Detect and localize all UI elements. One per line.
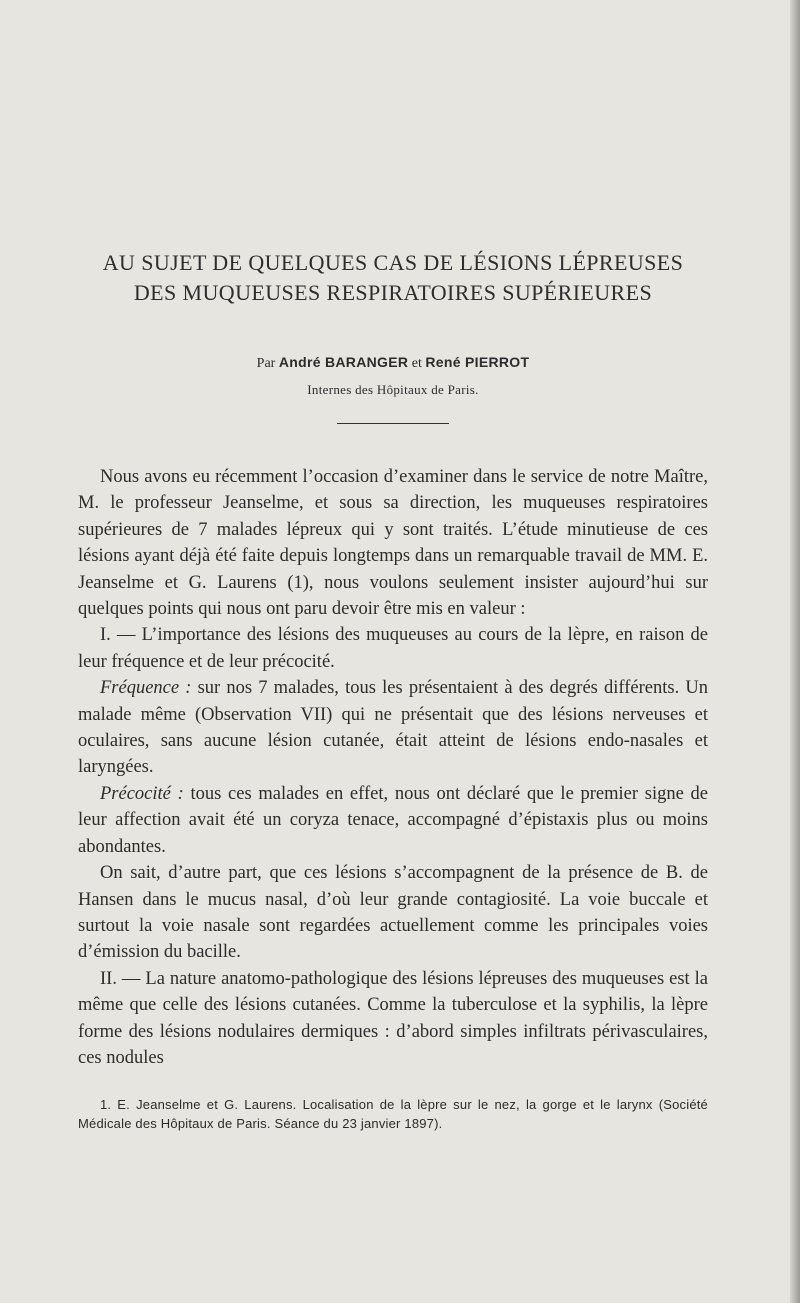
paragraph-frequence [78,675,708,781]
precocite-label: Précocité : [100,783,184,804]
page-edge-shadow [790,0,800,1303]
author-1: André BARANGER [278,354,409,370]
author-2: René PIERROT [425,354,530,370]
article-page [78,248,708,1133]
byline-conjunction: et [411,356,422,371]
title-line-1: AU SUJET DE QUELQUES CAS DE LÉSIONS LÉPREUSES [102,250,684,275]
byline [78,354,708,372]
frequence-label: Fréquence : [100,678,192,699]
article-body [78,464,708,1071]
title-divider [337,423,449,424]
paragraph-point-2: II. — La nature anatomo-pathologique des lésions lépreuses des muqueuses est la même que celle des lésions cutanées. Comme la tuberculose et la syphilis, la lèpre forme des lésions nodulaires dermiques : d’abord simples infiltrats périvasculaires, ces nodules [78,968,708,1068]
footnote: 1. E. Jeanselme et G. Laurens. Localisation de la lèpre sur le nez, la gorge et le larynx (Société Médicale des Hôpitaux de Paris. Séance du 23 janvier 1897). [78,1097,708,1132]
paragraph-contagion: On sait, d’autre part, que ces lésions s’accompagnent de la présence de B. de Hansen dans le mucus nasal, d’où leur grande contagiosité. La voie buccale et surtout la voie nasale sont regardées actuellement comme les principales voies d’émission du bacille. [78,863,708,963]
title-line-2: DES MUQUEUSES RESPIRATOIRES SUPÉRIEURES [133,280,653,305]
paragraph-intro: Nous avons eu récemment l’occasion d’examiner dans le service de notre Maître, M. le professeur Jeanselme, et sous sa direction, les muqueuses respiratoires supérieures de 7 malades lépreux qui y sont traités. L’étude minutieuse de ces lésions ayant déjà été faite depuis longtemps dans un remarquable travail de MM. E. Jeanselme et G. Laurens (1), nous voulons seulement insister aujourd’hui sur quelques points qui nous ont paru devoir être mis en valeur : [78,467,708,620]
byline-prefix: Par [256,356,276,371]
article-title [78,248,708,308]
author-affiliation: Internes des Hôpitaux de Paris. [307,382,479,397]
frequence-text: sur nos 7 malades, tous les présentaient à des degrés différents. Un malade même (Observation VII) qui ne présentait que des lésions nerveuses et oculaires, sans aucune lésion cutanée, était atteint de lésions endo-nasales et laryngées. [78,678,708,778]
paragraph-point-1: I. — L’importance des lésions des muqueuses au cours de la lèpre, en raison de leur fréquence et de leur précocité. [78,625,708,672]
paragraph-precocite [78,781,708,860]
precocite-text: tous ces malades en effet, nous ont déclaré que le premier signe de leur affection avait été un coryza tenace, accompagné d’épistaxis plus ou moins abondantes. [78,783,708,857]
